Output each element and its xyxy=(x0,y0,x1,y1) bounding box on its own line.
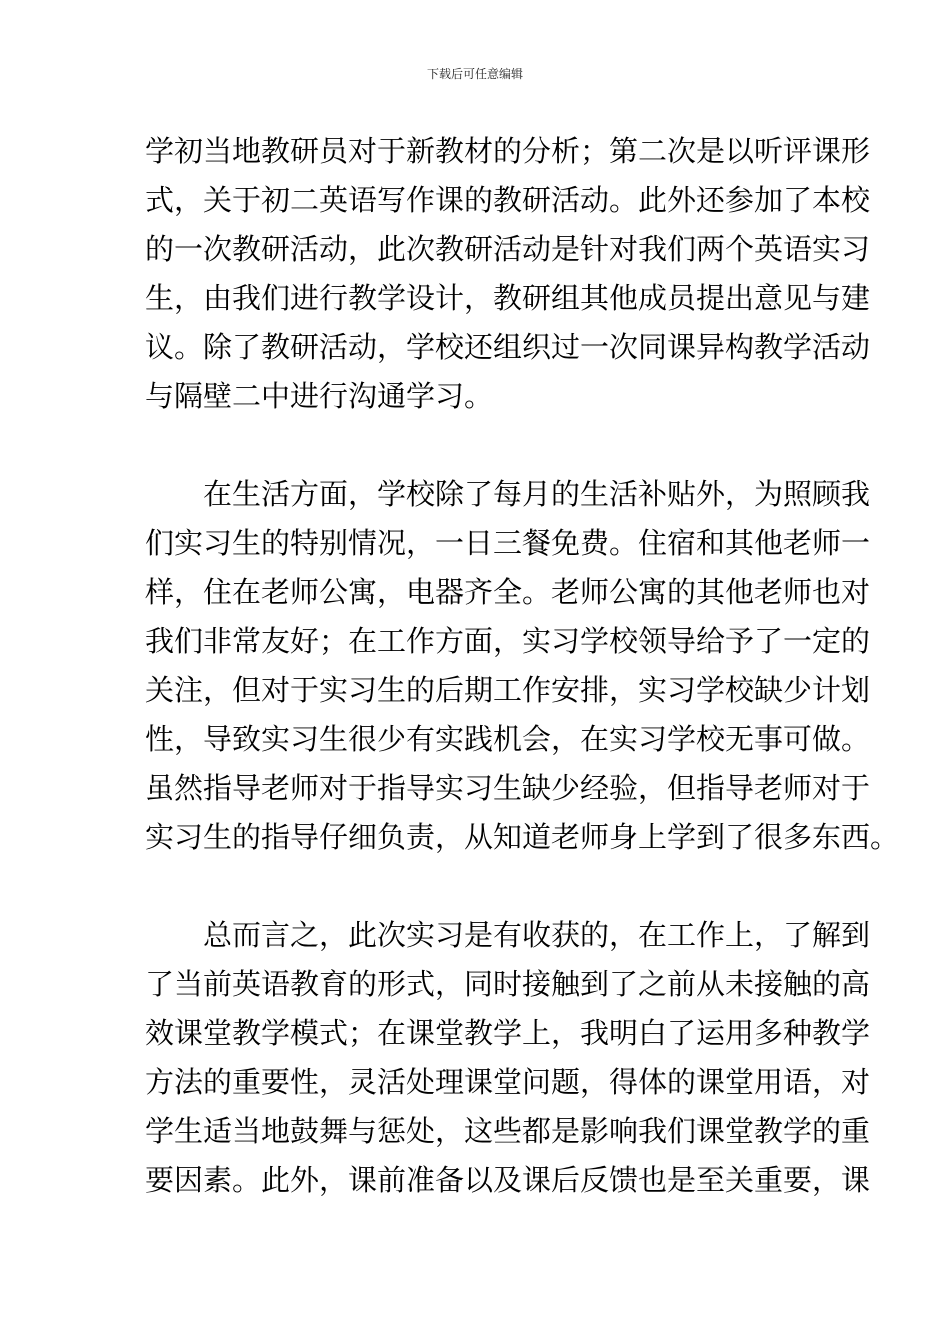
page-header: 下载后可任意编辑 xyxy=(426,67,523,81)
paragraph-line: 方法的重要性，灵活处理课堂问题，得体的课堂用语，对 xyxy=(145,1065,871,1099)
paragraph-line: 与隔壁二中进行沟通学习。 xyxy=(145,379,494,413)
paragraph-line: 关注，但对于实习生的后期工作安排，实习学校缺少计划 xyxy=(145,673,871,707)
paragraph-2 xyxy=(145,470,900,862)
paragraph-line: 要因素。此外，课前准备以及课后反馈也是至关重要，课 xyxy=(145,1163,871,1197)
paragraph-line: 在生活方面，学校除了每月的生活补贴外，为照顾我 xyxy=(203,477,871,511)
paragraph-line: 了当前英语教育的形式，同时接触到了之前从未接触的高 xyxy=(145,967,871,1001)
paragraph-line: 样，住在老师公寓，电器齐全。老师公寓的其他老师也对 xyxy=(145,575,871,609)
paragraph-line: 我们非常友好；在工作方面，实习学校领导给予了一定的 xyxy=(145,624,871,658)
paragraph-line: 总而言之，此次实习是有收获的，在工作上，了解到 xyxy=(203,918,871,952)
paragraph-line: 议。除了教研活动，学校还组织过一次同课异构教学活动 xyxy=(145,330,871,364)
paragraph-line: 式，关于初二英语写作课的教研活动。此外还参加了本校 xyxy=(145,183,871,217)
paragraph-line: 实习生的指导仔细负责，从知道老师身上学到了很多东西。 xyxy=(145,820,900,854)
paragraph-gap xyxy=(145,862,805,911)
paragraph-line: 们实习生的特别情况，一日三餐免费。住宿和其他老师一 xyxy=(145,526,871,560)
paragraph-3 xyxy=(145,911,871,1205)
body-text xyxy=(145,127,900,1205)
paragraph-1 xyxy=(145,127,871,421)
paragraph-line: 学生适当地鼓舞与惩处，这些都是影响我们课堂教学的重 xyxy=(145,1114,871,1148)
paragraph-gap xyxy=(145,421,805,470)
paragraph-line: 效课堂教学模式；在课堂教学上，我明白了运用多种教学 xyxy=(145,1016,871,1050)
paragraph-line: 虽然指导老师对于指导实习生缺少经验，但指导老师对于 xyxy=(145,771,871,805)
paragraph-line: 的一次教研活动，此次教研活动是针对我们两个英语实习 xyxy=(145,232,871,266)
paragraph-line: 性，导致实习生很少有实践机会，在实习学校无事可做。 xyxy=(145,722,871,756)
paragraph-line: 生，由我们进行教学设计，教研组其他成员提出意见与建 xyxy=(145,281,871,315)
paragraph-line: 学初当地教研员对于新教材的分析；第二次是以听评课形 xyxy=(145,134,871,168)
